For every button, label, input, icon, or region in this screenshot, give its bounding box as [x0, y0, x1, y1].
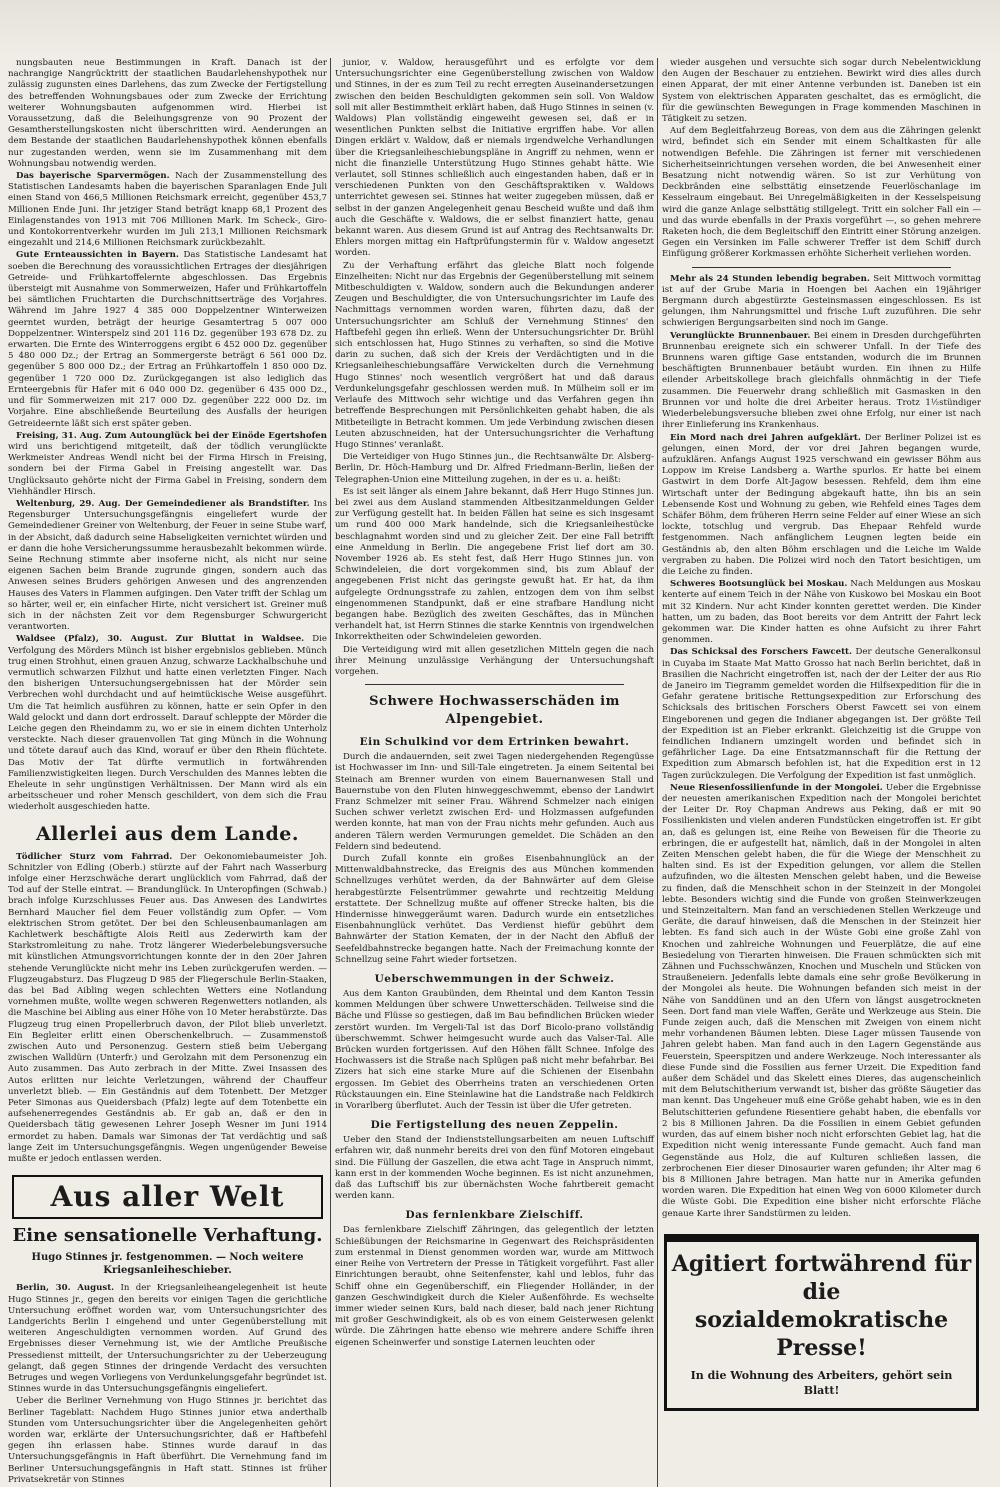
article-text: Durch die andauernden, seit zwei Tagen niedergehenden Regengüsse ist Hochwasser im Inn- und Sill-Tale eingetreten. Ja einem Seitental bei Steinach am Brenner wurden von einem Bauernanwesen Stall und Bauernstube von den Fluten hinweggeschwemmt, ebenso der Landwirt Franz Schmelzer mit seiner Frau. Während Schmelzer nach einigen Suchen schwer verletzt zwischen Erd- und Holzmassen aufgefunden werden konnte, hat man von der Frau nichts mehr gefunden. Auch aus anderen Tälern werden Vermurungen gemeldet. Die Schäden an den Feldern sind bedeutend. [335, 752, 654, 852]
article-body: Der Oekonomiebaumeister Joh. Schnitzler von Edling (Oberb.) stürzte auf der Fahrt nach Wasserburg infolge einer Herzschwäche derart unglücklich vom Fahrrad, daß der Tod auf der Stelle eintrat. — Brandunglück. In Unteropfingen (Schwab.) brach infolge Kurzschlusses Feuer aus. Das Anwesen des Landwirtes Bernhard Maucher fiel dem Feuer vollständig zum Opfer. — Vom elektrischen Strom getötet. Der bei den Schleusenbaumanlagen am Kachletwerk beschäftigte Alois Reitl aus Zederwirth kam der Starkstromleitung zu nahe. Trotz längerer Wiederbelebungsversuche mit künstlichen Atmungsvorrichtungen konnte der in den 20er Jahren stehende Verunglückte nicht mehr ins Leben zurückgerufen werden. — Flugzeugabsturz. Das Flugzeug D 985 der Fliegerschule Berlin-Staaken, das bei Bad Aibling wegen schlechten Wetters eine Notlandung vornehmen mußte, wollte wegen schweren Regenwetters notlanden, als die Maschine bei Aibling aus einer Höhe von 10 Meter herabstürzte. Das Flugzeug trug einen Propellerbruch davon, der Pilot blieb unverletzt. Ein Begleiter erlitt einen Oberschenkelbruch. — Zusammenstoß zwischen Auto und Personenzug. Gestern stieß beim Uebergang zwischen Walldürn (Unterfr.) und Gerolzahn mit dem Personenzug ein Auto zusammen. Das Auto zerbrach in der Mitte. Zwei Insassen des Autos erlitten nur leichte Verletzungen, während der Chauffeur unverletzt blieb. — Ein Geständnis auf dem Totenbett. Der Metzger Peter Simonas aus Queidersbach (Pfalz) legte auf dem Totenbette ein aufsehenerregendes Geständnis ab. Er gab an, daß er den in Queidersbach tätig gewesenen Lehrer Joseph Wesner im Juni 1914 ermordet zu haben. Damals war Simonas der Tat verdächtig und saß lange Zeit im Untersuchungsgefängnis. Wegen ungenügender Beweise mußte er jedoch entlassen werden. [8, 851, 328, 1165]
article-text [662, 579, 981, 646]
article-text [8, 250, 327, 429]
article-text: Durch Zufall konnte ein großes Eisenbahnunglück an der Mittenwaldbahnstrecke, das Ereignis des aus München kommenden Schnellzuges verhütet werden, da der Bahnwärter auf dem Gleise herabgestürzte Felsentrümmer gewahrte und rechtzeitig Meldung erstattete. Der Schnellzug mußte auf offener Strecke halten, bis die Hindernisse hinweggeräumt waren. Dadurch wurde ein entsetzliches Eisenbahnunglück verhütet. Das Verdienst hiefür gebührt dem Bahnwärter der Station Kematen, der in der Nacht den Abfluß der Seefeldbahnstrecke begangen hatte. Nach der Freimachung konnte der Schnellzug seine Fahrt wieder fortsetzen. [335, 854, 654, 965]
section-heading: Das fernlenkbare Zielschiff. [405, 1209, 584, 1222]
column-1 [8, 58, 327, 1487]
divider [365, 684, 624, 685]
article-text [662, 783, 981, 1220]
article-text [8, 634, 327, 813]
article-lead: Gute Ernteaussichten in Bayern. [16, 250, 179, 261]
article-text: Das fernlenkbare Zielschiff Zähringen, das gelegentlich der letzten Schießübungen der Reichsmarine in Gegenwart des Reichspräsidenten zum erstenmal in Dienst genommen worden war, wurde am Mittwoch einer Reihe von Vertretern der Presse in Tätigkeit vorgeführt. Fast aller Einrichtungen beraubt, ohne Seitenfenster, kahl und leblos, fuhr das Schiff ohne ein Gegenüberschiff, ein Fliegender Holländer, in der ganzen Geschwindigkeit durch die Kieler Außenföhrde. Es wechselte immer wieder seinen Kurs, bald nach dieser, bald nach jener Richtung mit großer Geschwindigkeit, als ob es von einem Geisterwesen gelenkt würde. Die Zähringen hatte ebenso wie mehrere andere Schiffe ihren eigenen Scheinwerfer und sonstige Laternen leuchten oder [335, 1225, 654, 1348]
article-lead: Mehr als 24 Stunden lebendig begraben. [670, 273, 870, 284]
article-body: Bei einem in Dresden durchgeführten Brunnenbau ereignete sich ein schwerer Unfall. In der Tiefe des Brunnens waren giftige Gase entstanden, wodurch die im Brunnen beschäftigten Brunnenbauer betäubt wurden. Ein ihnen zu Hilfe eilender Arbeitskollege brach gleichfalls ohnmächtig in der Tiefe zusammen. Die Feuerwehr drang schließlich mit Gasmasken in den Brunnen vor und holte die drei Arbeiter heraus. Trotz 1½stündiger Wiederbelebungsversuche blieben zwei ohne Erfolg, nur einer ist nach ihrer Einlieferung ins Krankenhaus. [662, 330, 981, 431]
article-text: Ueber die Berliner Vernehmung von Hugo Stinnes jr. berichtet das Berliner Tageblatt: Nachdem Hugo Stinnes junior etwa anderthalb Stunden vom Untersuchungsrichter über die Angelegenheiten gehört worden war, erklärte der Untersuchungsrichter, daß er Haftbefehl gegen ihn erlassen habe. Stinnes wurde darauf in das Untersuchungsgefängnis in Haft überführt. Die Vernehmung fand im Berliner Untersuchungsgefängnis in Haft statt. Stinnes ist früher Privatsekretär von Stinnes [8, 1396, 327, 1485]
article-body: Ins Regensburger Untersuchungsgefängnis eingeliefert wurde der Gemeindediener Greiner von Weltenburg, der Feuer in seine Stube warf, in der Absicht, daß dadurch seine Habseligkeiten vernichtet würden und er dann die hohe Versicherungssumme herausbezahlt bekommen würde. Seine Rechnung stimmte aber insoferne nicht, als nicht nur seine eigenen Sachen beim Brande zugrunde gingen, sondern auch das Anwesen seines Bruders gehörigen Anwesen und des angrenzenden Hauses des Vaters in Flammen aufgingen. Den Vater trifft der Schlag um so härter, weil er, ein einfacher Hirte, nicht versichert ist. Greiner muß sich in der nächsten Zeit vor dem Regensburger Schwurgericht verantworten. [8, 498, 327, 633]
column-2 [335, 58, 654, 1487]
section-heading: Die Fertigstellung des neuen Zeppelin. [370, 1119, 619, 1132]
ad-top-bar [667, 1237, 976, 1242]
article-body: In der Kriegsanleiheangelegenheit ist heute Hugo Stinnes jr., gegen den bereits vor einigen Tagen die gerichtliche Untersuchung eröffnet worden war, vom Untersuchungsrichter des Landgerichts Berlin I eingehend und unter Gegenüberstellung mit weiteren Angeschuldigten vernommen worden. Auf Grund des Ergebnisses dieser Vernehmung ist, wie der Amtliche Preußische Pressedienst mitteilt, der Untersuchungsrichter zu der Ueberzeugung gelangt, daß gegen Stinnes der dringende Verdacht des versuchten Betruges und wegen Vorliegens von Verdunkelungsgefahr begründet ist. Stinnes wurde in das Untersuchungsgefängnis eingeliefert. [8, 1283, 328, 1395]
article-text: wieder ausgehen und versuchte sich sogar durch Nebelentwicklung den Augen der Beschauer zu entziehen. Bewirkt wird dies alles durch einen Apparat, der mit einer Antenne verbunden ist. Daneben ist ein System von elektrischen Apparaten geschaltet, das es ermöglicht, die für die gewünschten Bewegungen in Frage kommenden Maschinen in Tätigkeit zu setzen. [662, 58, 981, 125]
article-lead: Das Schicksal des Forschers Fawcett. [670, 647, 853, 658]
article-text [662, 331, 981, 432]
article-lead: Weltenburg, 29. Aug. Der Gemeindediener als Brandstifter. [16, 498, 310, 509]
article-text: Aus dem Kanton Graubünden, dem Rheintal und dem Kanton Tessin kommen Meldungen über schwere Unwetterschäden. Teilweise sind die Bäche und Flüsse so gestiegen, daß im Bau befindlichen Brücken wieder zerstört wurden. Im Vergeli-Tal ist das Dorf Bicolo-prano vollständig überschwemmt. Schwer heimgesucht wurde auch das Valser-Tal. Alle Brücken wurden fortgerissen. Auf den Höhen fällt Schnee. Infolge des Hochwassers ist die Straße nach Splügen paß nicht mehr befahrbar. Bei Zizers hat sich eine starke Mure auf die Schienen der Eisenbahn ergossen. Im Gebiet des Oberrheins traten an verschiedenen Orten Rückstauungen ein. Eine Steinlawine hat die Landstraße nach Feldkirch in Vorarlberg überflutet. Auch der Tessin ist über die Ufer getreten. [335, 989, 654, 1112]
article-body: Nach Meldungen aus Moskau kenterte auf einem Teich in der Nähe von Kuskowo bei Moskau ein Boot mit 32 Kindern. Nur acht Kinder konnten gerettet werden. Die Kinder hatten, um zu baden, das Boot bereits vor dem Antritt der Fahrt leck gekommen war. Die Kinder hatten es ohne Aufsicht zu ihrer Fahrt genommen. [662, 579, 981, 646]
columns [8, 58, 992, 1485]
section-heading: Ueberschwemmungen in der Schweiz. [374, 973, 615, 986]
column-rule [330, 58, 331, 1487]
article-text: Auf dem Begleitfahrzeug Boreas, von dem aus die Zähringen gelenkt wird, befindet sich ein Sender mit einem Schaltkasten für alle notwendigen Befehle. Die Zähringen ist ferner mit verschiedenen Sicherheitseinrichtungen versehen worden, die bei Anwesenheit einer Besatzung nicht notwendig wären. So ist zur Verhütung von Deckbränden eine selbsttätig einsetzende Feuerlöschanlage im Kesselraum eingebaut. Bei Unregelmäßigkeiten in der Kesselspeisung wird die ganze Anlage selbsttätig stillgelegt. Tritt ein solcher Fall ein — und das wurde ebenfalls in der Praxis vorgeführt —, so gehen mehrere Raketen hoch, die dem Begleitschiff den Eintritt einer Störung anzeigen. Gegen ein Versinken im Falle schwerer Treffer ist dem Schiff durch Einfügung größerer Korkmassen erhöhte Sicherheit verliehen worden. [662, 126, 981, 260]
column-3 [662, 58, 981, 1487]
article-text [8, 171, 327, 249]
article-text: Die Verteidigung wird mit allen gesetzlichen Mitteln gegen die nach ihrer Meinung unzulässige Verhängung der Untersuchungshaft vorgehen. [335, 644, 654, 677]
article-text [662, 433, 981, 579]
ad-line-1: Agitiert fortwährend für die [671, 1250, 972, 1305]
article-body: Das Statistische Landesamt hat soeben die Berechnung des voraussichtlichen Ertrages der diesjährigen Getreide- und Frühkartoffelernte abgeschlossen. Das Ergebnis übersteigt mit Ausnahme von Sommerweizen, Hafer und Frühkartoffeln bei sämtlichen Fruchtarten die Durchschnittserträge des Vorjahres. Während im Jahre 1927 4 385 000 Doppelzentner Winterweizen geerntet wurden, beträgt der heurige Gesamtertrag 5 007 000 Doppelzentner. Winterspelz sind 201 116 Dz. gegenüber 193 678 Dz. zu erwarten. Die Ernte des Winterroggens ergibt 6 452 000 Dz. gegenüber 5 480 000 Dz.; der Ertrag an Sommergerste beträgt 6 561 000 Dz. gegenüber 5 800 000 Dz.; der Ertrag an Frühkartoffeln 1 850 000 Dz. gegenüber 1 720 000 Dz. Zurückgegangen ist also lediglich das Ernteergebnis für Hafer mit 6 040 000 Dz. gegenüber 6 435 000 Dz., und für Sommerweizen mit 217 000 Dz. gegenüber 222 000 Dz. im Vorjahre. Eine abschließende Beurteilung des Ausfalls der heurigen Getreideernte läßt sich erst später geben. [8, 250, 328, 429]
subheadline: Ein Schulkind vor dem Ertrinken bewahrt. [359, 736, 630, 749]
article-text [8, 431, 327, 498]
advertisement-box [664, 1234, 979, 1411]
article-text: Die Verteidiger von Hugo Stinnes jun., die Rechtsanwälte Dr. Alsberg-Berlin, Dr. Höch-Hamburg und Dr. Alfred Friedmann-Berlin, ließen der Telegraphen-Union eine Mitteilung zugehen, in der es u. a. heißt: [335, 452, 654, 485]
article-text: nungsbauten neue Bestimmungen in Kraft. Danach ist der nachrangige Nangrücktritt der staatlichen Baudarlehenshypothek nur zulässig zugunsten eines Darlehens, das zum Zwecke der Fertigstellung des betreffenden Wohnungsbaues oder zum Zwecke der Errichtung weiterer Wohnungsbauten aufgenommen wird. Hierbei ist Voraussetzung, daß die Beleihungsgrenze von 90 Prozent der Gesamtherstellungskosten nicht überschritten wird. Aenderungen an dem Bestande der staatlichen Baudarlehenshypothek können ebenfalls nur zugestanden werden, wenn sie im Zusammenhang mit dem Wohnungsbau notwendig werden. [8, 58, 327, 169]
section-heading: Schwere Hochwasserschäden im Alpengebiet. [369, 694, 620, 728]
article-body: wird uns berichtigend mitgeteilt, daß der tödlich verunglückte Werkmeister Andreas Wendl nicht bei der Firma Hirsch in Freising, sondern bei der Firma Gabel in Freising angestellt war. Das Unglücksauto gehörte nicht der Firma Gabel in Freising, sondern dem Viehhändler Hirsch. [8, 441, 327, 497]
article-body: Nach der Zusammenstellung des Statistischen Landesamts haben die bayerischen Sparanlagen Ende Juli einen Stand von 466,5 Millionen Reichsmark erreicht, gegenüber 453,7 Millionen Ende Juni. Ihr jetziger Stand beträgt knapp 68,1 Prozent des Einlagenstandes von 1913 mit 706 Millionen Mark. Im Scheck-, Giro- und Kontokorrentverkehr wurden im Juli 213,1 Millionen Reichsmark eingezahlt und 214,6 Millionen Reichsmark zurückbezahlt. [8, 171, 327, 249]
article-text [662, 647, 981, 781]
article-lead: Das bayerische Sparvermögen. [16, 171, 170, 182]
section-banner: Aus aller Welt [12, 1175, 323, 1219]
column-rule [657, 58, 658, 1487]
section-heading: Allerlei aus dem Lande. [36, 822, 299, 845]
article-text: Es ist seit länger als einem Jahre bekannt, daß Herr Hugo Stinnes jun. bei zwei aus dem Ausland stammenden Altbesitzanmeldungen Gelder zur Verfügung gestellt hat. In beiden Fällen hat seine es sich insgesamt um rund 400 000 Mark handelnde, sich die Kriegsanleihestücke beschlagnahmt worden sind und zu gleicher Zeit. Der eine Fall betrifft eine Anmeldung in Berlin. Die angegebene Frist lief dort am 30. November 1926 ab. Es steht fest, daß Herr Hugo Stinnes jun. von Schwindeleien, die dort vorgekommen sind, bis zum Ablauf der angegebenen Frist nicht das geringste gewußt hat. Er hat, da ihm aufgelegte Ordnungsstrafe zu zahlen, entzogen dem von ihm selbst eingenommenen Standpunkt, daß er eine strafbare Handlung nicht begangen habe. Bezüglich des zweiten Geschäftes, das in München verhandelt hat, ist Herrn Stinnes die starke Kenntnis von irgendwelchen Inkorrektheiten oder Schwindeleien geworden. [335, 486, 654, 643]
article-lead: Schweres Bootsunglück bei Moskau. [670, 579, 848, 590]
article-text [8, 1283, 327, 1395]
scan-shadow [0, 0, 1000, 54]
article-body: Der Berliner Polizei ist es gelungen, einen Mord, der vor drei Jahren begangen wurde, aufzuklären. Anfangs August 1925 verschwand ein gewisser Böhm aus Loppow im Kreise Landsberg a. Warthe spurlos. Er hatte bei einem Gastwirt in dem Dorfe Alt-Jagow besessen. Rehfeld, dem ihm eine Wirtschaft unter der Bedingung abgekauft hatte, ihn bis an sein Lebensende Kost und Wohnung zu geben, wie Rehfeld eines Tages dem Schäfer Böhm, dem früheren Herrn seine Felder auf einer Wiese an sich lockte, totschlug und vergrub. Das Ehepaar Rehfeld wurde festgenommen. Nach anfänglichem Leugnen legten beide ein Geständnis ab, den alten Böhm erschlagen und die Leiche im Walde vergraben zu haben. Die Polizei wird noch den Tatort besichtigen, um die Leiche zu finden. [662, 432, 982, 577]
ad-line-3: In die Wohnung des Arbeiters, gehört sein Blatt! [690, 1368, 953, 1397]
article-text [8, 852, 327, 1166]
article-body: Die Verfolgung des Mörders Münch ist bisher ergebnislos geblieben. Münch trug einen Strohhut, einen grauen Anzug, schwarze Lackhalbschuhe und vermutlich schwarzen Filzhut und hatte einen verletzten Finger. Nach den bisherigen Untersuchungsergebnissen hat der Mörder sein Verbrechen wohl durchdacht und auf heimtückische Weise ausgeführt. Um die Tat heimlich ausführen zu können, hatte er sein Opfer in den Wald gelockt und dann dort erdrosselt. Darauf schleppte der Mörder die Leiche gegen den Rheindamm zu, wo er sie in einem dichten Unterholz versteckte. Nach dieser grauenvollen Tat ging Münch in die Wohnung und tötete darauf auch das Kind, worauf er über den Rhein flüchtete. Das Motiv der Tat dürfte vermutlich in fortwährenden Familienzwistigkeiten liegen. Durch Verschulden des Mannes lebten die Eheleute in sehr ungünstigen Verhältnissen. Der Mann wird als ein arbeitsscheuer und roher Mensch geschildert, von dem sich die Frau wiederholt ausgeschieden hatte. [8, 634, 327, 813]
article-text [662, 274, 981, 330]
article-lead: Berlin, 30. August. [16, 1283, 115, 1294]
article-text [8, 499, 327, 633]
article-body: Der deutsche Generalkonsul in Cuyaba im Staate Mat Matto Grosso hat nach Berlin berichtet, daß in Brasilien die Nachricht eingetroffen ist, nach der der Leiter der aus Rio de Janeiro im Tiegramm gemeldet worden die Hilfsexpedition für die in Gefahr geratene britische Rettungsexpedition zur Erforschung des Schicksals des britischen Forschers Oberst Fawcett sei von einem Eingeborenen und gegen die Indianer abgegangen ist. Der größte Teil der Expedition ist an Fieber erkrankt. Gleichzeitig ist die Gruppe von feindlichen Indianern umzingelt worden und befindet sich in gefährlicher Lage. Da eine Entsatzmannschaft für die Rettung der Expedition zum Abmarsch befohlen ist, hat die Expedition erst in 12 Tagen zurückzulegen. Die Verfolgung der Expedition ist fast unmöglich. [662, 647, 981, 781]
article-lead: Ein Mord nach drei Jahren aufgeklärt. [670, 432, 861, 443]
ad-line-2: sozialdemokratische Presse! [694, 1306, 949, 1361]
article-lead: Freising, 31. Aug. Zum Autounglück bei der Einöde Egertshofen [16, 430, 327, 441]
subheadline: Hugo Stinnes jr. festgenommen. — Noch weitere Kriegsanleiheschieber. [31, 1252, 304, 1277]
divider [692, 267, 951, 268]
article-body: Seit Mittwoch vormittag ist auf der Grube Maria in Hoengen bei Aachen ein 19jähriger Bergmann durch abgestürzte Gesteinsmassen eingeschlossen. Es ist gelungen, ihm Nahrungsmittel und frische Luft zuzuführen. Die sehr schwierigen Bergungsarbeiten sind noch im Gange. [662, 273, 982, 329]
headline: Eine sensationelle Verhaftung. [12, 1225, 323, 1247]
article-text: Ueber den Stand der Indienststellungsarbeiten am neuen Luftschiff erfahren wir, daß nunmehr bereits drei von den fünf Motoren eingebaut sind. Die Füllung der Gaszellen, die etwa acht Tage in Anspruch nimmt, kann erst in der kommenden Woche beginnen. Es ist nicht anzunehmen, daß das Luftschiff bis zur übernächsten Woche fahrtbereit gemacht werden kann. [335, 1135, 654, 1202]
article-lead: Verunglückte Brunnenbauer. [670, 330, 811, 341]
article-text: Zu der Verhaftung erfährt das gleiche Blatt noch folgende Einzelheiten: Nicht nur das Ergebnis der Gegenüberstellung mit seinem Mitbeschuldigten v. Waldow, sondern auch die Bekundungen anderer Zeugen und Beschuldigter, die von Untersuchungsrichter im Laufe des Nachmittags vernommen worden waren, führten dazu, daß der Untersuchungsrichter am Schluß der Vernehmung Stinnes' den Haftbefehl gegen ihn erließ. Wenn der Untersuchungsrichter Dr. Brühl sich entschlossen hat, Hugo Stinnes zu verhaften, so sind die Motive darin zu suchen, daß sich der Kreis der Verdächtigten und in die Kriegsanleiheschiebungsaffäre Verwickelten durch die Vernehmung Hugo Stinnes' noch wesentlich vergrößert hat und daß daraus Verdunkelungsgefahr geschlossen werden muß. In Mülheim soll er im Verlaufe des Mittwoch sehr wichtige und das Verfahren gegen ihn betreffende Besprechungen mit Persönlichkeiten gehabt haben, die als Mitbeteiligte in Betracht kommen. Um jede Verbindung zwischen diesen Leuten abzuschneiden, hat der Untersuchungsrichter die Verhaftung Hugo Stinnes' veranlaßt. [335, 260, 654, 450]
article-text: junior, v. Waldow, herausgeführt und es erfolgte vor dem Untersuchungsrichter eine Gegenüberstellung zwischen von Waldow und Stinnes, in der es zum Teil zu recht erregten Auseinandersetzungen zwischen den beiden Beschuldigten gekommen sein soll. Von Waldow soll mit aller Bestimmtheit erklärt haben, daß Hugo Stinnes in seinen (v. Waldows) Plan vollständig eingeweiht gewesen sei, daß er in wesentlichen Punkten selbst die Initiative ergriffen habe. Vor allen Dingen erklärt v. Waldow, daß er niemals irgendwelche Verhandlungen über die Kriegsanleiheschiebungspläne in Angriff zu nehmen, wenn er nicht die finanzielle Unterstützung Hugo Stinnes gehabt hätte. Wie verlautet, soll Stinnes schließlich auch eingestanden haben, daß er in verschiedenen Punkten von den Geschäftspraktiken v. Waldows unterrichtet gewesen sei. Stinnes hat weiter zugegeben müssen, daß er selbst in der ganzen Angelegenheit genau Bescheid wußte und daß ihm auch die Geschäfte v. Waldows, die er selbst finanziert hatte, genau bekannt waren. Aus diesem Grund ist auf Antrag des Rechtsanwalts Dr. Ehlers morgen mittag ein Haftprüfungstermin für v. Waldow angesetzt worden. [335, 58, 654, 259]
article-lead: Tödlicher Sturz vom Fahrrad. [16, 851, 173, 862]
article-body: Ueber die Ergebnisse der neuesten amerikanischen Expedition nach der Mongolei berichtet der Leiter Dr. Roy Chapman Andrews aus Peking, daß er mit 90 Fossilienkisten und vielen anderen Fundstücken eingetroffen ist. Er gibt an, daß es gelungen ist, eine Reihe von Beweisen für die Theorie zu erbringen, die er aufgestellt hat, nämlich, daß in der Mongolei in alten Zeiten Menschen gelebt haben, die für die Wiege der Menschheit zu halten sind. Es ist der Expedition gelungen, vor allem die Stellen aufzufinden, wo die ältesten Menschen gelebt haben, und die Beweise zu finden, daß die Menschheit schon in der Steinzeit in der Mongolei lebte. Besonders wichtig sind die Funde von großen Steinwerkzeugen und Steinzeitaltern. Man fand an verschiedenen Stellen Werkzeuge und Geräte, die darauf hinweisen, daß die Menschen in der Steinzeit hier lebten. Es fand sich auch in der Wüste Gobi eine große Zahl von Knochen und zahlreiche Wohnungen und Feuerplätze, die auf eine Besiedelung von Tierarten hinweisen. Die Frauen schmückten sich mit Zähnen und Fuchsschwänzen, Knochen und Muscheln und Stücken von Straußeneiern. Jedenfalls lebte damals eine sehr große Bevölkerung in der Mongolei als heute. Die Wohnungen befanden sich meist in der Nähe von Sanddünen und an den Ufern von längst ausgetrockneten Seen. Dort fand man viele Waffen, Geräte und Werkzeuge aus Stein. Die Funde zeigen auch, daß die Menschen mit Zweigen von einem nicht mehr vorhandenen Bäumen lebten. Diese Lager müssen Tausende von Jahren gelebt haben. Man fand auch in den Lagern Gegenstände aus Feuerstein, Speerspitzen und andere Werkzeuge. Noch interessanter als diese Funde sind die Fossilien aus ferner Urzeit. Die Expedition fand außer dem Schädel und das Skelett eines Dieres, das augenscheinlich mit dem Belutschitherium verwandt ist, bisher das größte Säugetier das man kennt. Das Ungeheuer muß eine Größe gehabt haben, wie es in den Belutschitterien gefundene Riesentiere gehabt haben, die ebenfalls vor 2 bis 8 Millionen Jahren. Da die Fossilien in einem Gebiet gefunden wurden, das auf einem bisher noch nicht erforschten Gebiet lag, hat die Expedition nicht wenig interessante Funde gemacht. Auch fand man Gegenstände aus Holz, die auf Kulturen schließen lassen, die zerbrochenen Eier dieser Dinosaurier waren gefunden; ihr Alter mag 6 bis 8 Millionen Jahre betragen. Man hatte nur in Amerika gefunden worden waren. Die Expedition hat einen Weg von 6000 Kilometer durch die Wüste Gobi. Die Expedition eine bisher nicht erforschte Fläche genaue Karte ihrer Sandstürmen zu leiden. [662, 782, 981, 1219]
article-lead: Neue Riesenfossilienfunde in der Mongolei. [670, 782, 883, 793]
article-lead: Waldsee (Pfalz), 30. August. Zur Bluttat in Waldsee. [16, 634, 305, 645]
